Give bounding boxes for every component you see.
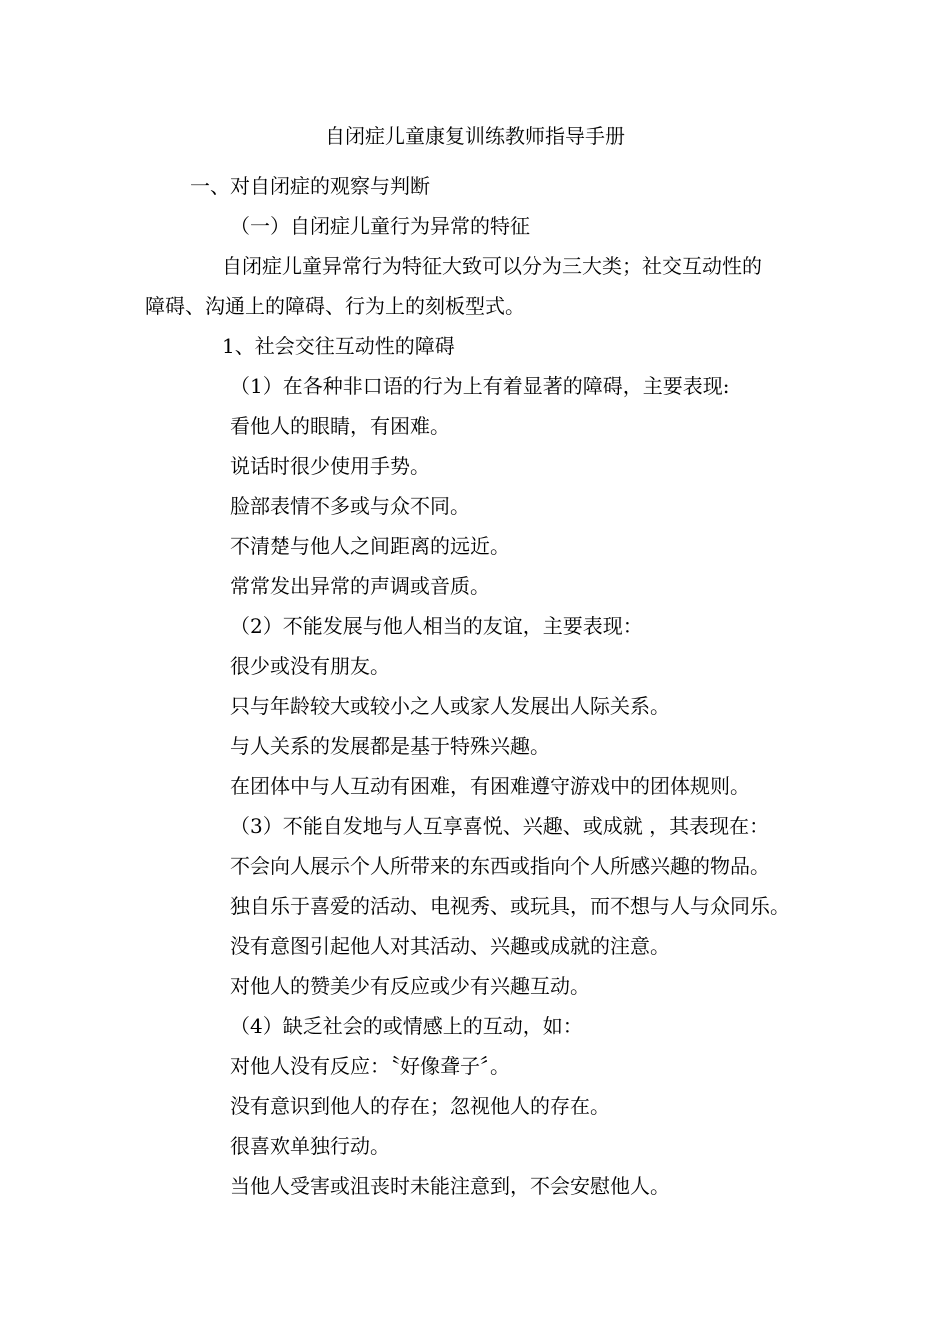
- list-item: （2）不能发展与他人相当的友谊，主要表现：: [230, 614, 643, 638]
- list-item: 很喜欢单独行动。: [230, 1134, 390, 1158]
- list-item: 很少或没有朋友。: [230, 654, 390, 678]
- list-item: 常常发出异常的声调或音质。: [230, 574, 490, 598]
- list-item: （1）在各种非口语的行为上有着显著的障碍，主要表现:: [230, 374, 730, 398]
- list-item: 只与年龄较大或较小之人或家人发展出人际关系。: [230, 694, 670, 718]
- list-item: 与人关系的发展都是基于特殊兴趣。: [230, 734, 550, 758]
- list-item: 没有意图引起他人对其活动、兴趣或成就的注意。: [230, 934, 670, 958]
- list-item: 当他人受害或沮丧时未能注意到，不会安慰他人。: [230, 1174, 670, 1198]
- list-item: 在团体中与人互动有困难，有困难遵守游戏中的团体规则。: [230, 774, 750, 798]
- section-heading: 一、对自闭症的观察与判断: [190, 174, 430, 198]
- point-heading: 1、社会交往互动性的障碍: [222, 334, 455, 358]
- list-item: 没有意识到他人的存在；忽视他人的存在。: [230, 1094, 610, 1118]
- list-item: 脸部表情不多或与众不同。: [230, 494, 470, 518]
- document-title: 自闭症儿童康复训练教师指导手册: [325, 124, 625, 148]
- list-item: 独自乐于喜爱的活动、电视秀、或玩具，而不想与人与众同乐。: [230, 894, 790, 918]
- list-item: （3）不能自发地与人互享喜悦、兴趣、或成就 ，其表现在：: [230, 814, 770, 838]
- intro-paragraph-line-1: 自闭症儿童异常行为特征大致可以分为三大类；社交互动性的: [222, 254, 762, 278]
- intro-paragraph-line-2: 障碍、沟通上的障碍、行为上的刻板型式。: [145, 294, 525, 318]
- list-item: 不清楚与他人之间距离的远近。: [230, 534, 510, 558]
- list-item: 对他人没有反应：〝好像聋子〞。: [230, 1054, 510, 1078]
- list-item: （4）缺乏社会的或情感上的互动，如：: [230, 1014, 583, 1038]
- list-item: 对他人的赞美少有反应或少有兴趣互动。: [230, 974, 590, 998]
- list-item: 说话时很少使用手势。: [230, 454, 430, 478]
- list-item: 看他人的眼睛，有困难。: [230, 414, 450, 438]
- subsection-heading: （一）自闭症儿童行为异常的特征: [230, 214, 530, 238]
- list-item: 不会向人展示个人所带来的东西或指向个人所感兴趣的物品。: [230, 854, 770, 878]
